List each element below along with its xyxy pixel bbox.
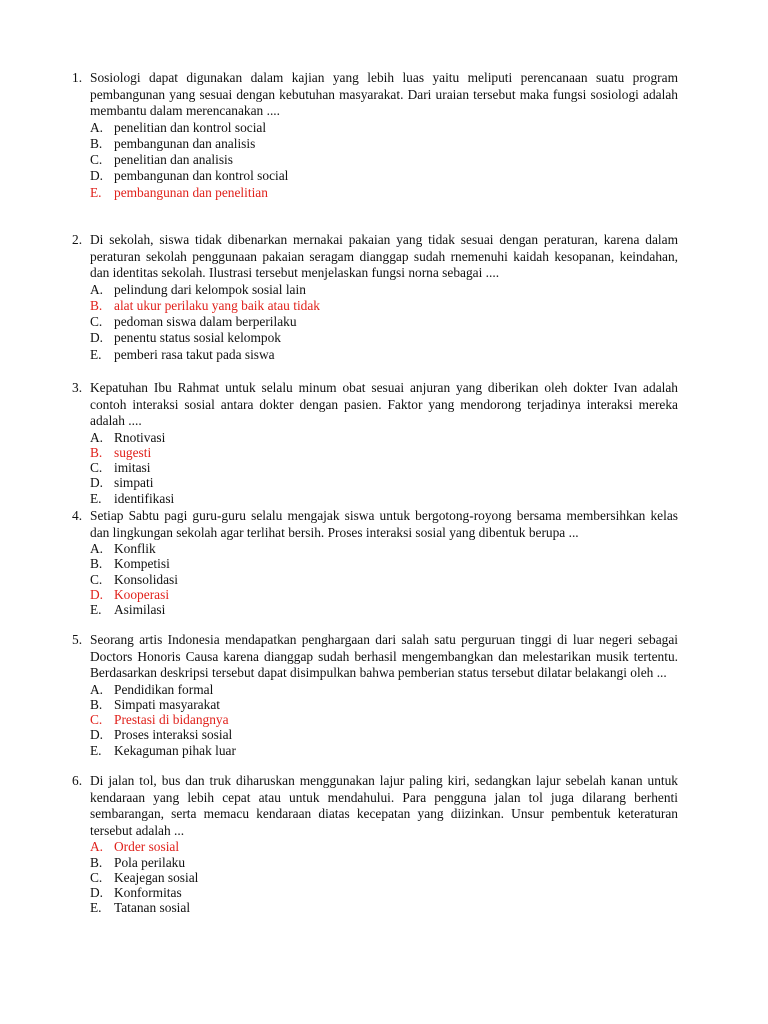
option-letter: B. [90, 556, 103, 572]
option-e[interactable] [90, 743, 678, 758]
option-e[interactable] [90, 602, 678, 617]
option-d[interactable] [90, 727, 678, 742]
option-c[interactable] [90, 460, 678, 475]
question-6 [72, 773, 678, 916]
option-letter: A. [90, 541, 104, 557]
option-b-correct-answer[interactable] [90, 445, 678, 460]
option-text: Asimilasi [114, 602, 166, 617]
option-letter: C. [90, 571, 103, 587]
question-number: 6. [72, 773, 83, 788]
option-c[interactable] [90, 314, 678, 330]
option-e-correct-answer[interactable] [90, 185, 678, 201]
option-letter: D. [90, 330, 104, 346]
option-letter: A. [90, 119, 104, 135]
option-list [90, 682, 678, 758]
option-a-correct-answer[interactable] [90, 839, 678, 854]
option-b[interactable] [90, 697, 678, 712]
option-letter: C. [90, 460, 103, 476]
question-stem: Di sekolah, siswa tidak dibenarkan mernakai pakaian yang tidak sesuai dengan peraturan, karena dalam peraturan sekolah penggunaan pakaian seragam dianggap sudah rnemenuhi kaidah kesopanan, keindahan, dan identitas sekolah. Ilustrasi tersebut menjelaskan fungsi norna sebagai .... [90, 232, 678, 281]
question-number: 1. [72, 70, 83, 85]
option-letter: D. [90, 168, 104, 184]
option-text: Tatanan sosial [114, 900, 191, 916]
option-b[interactable] [90, 556, 678, 571]
option-d[interactable] [90, 885, 678, 900]
option-a[interactable] [90, 430, 678, 445]
option-text: penelitian dan kontrol social [114, 119, 267, 135]
option-letter: A. [90, 681, 104, 697]
option-letter: B. [90, 854, 103, 870]
option-c[interactable] [90, 152, 678, 168]
question-stem: Setiap Sabtu pagi guru-guru selalu mengajak siswa untuk bergotong-royong bersama membersihkan kelas dan lingkungan sekolah agar terlihat bersih. Proses interaksi sosial yang dibentuk berupa ... [90, 508, 678, 540]
option-a[interactable] [90, 120, 678, 136]
option-text: penelitian dan analisis [114, 152, 233, 168]
option-d[interactable] [90, 330, 678, 346]
option-text: pemberi rasa takut pada siswa [114, 346, 275, 362]
option-text: Simpati masyarakat [114, 696, 220, 712]
option-text: Proses interaksi sosial [114, 727, 233, 743]
question-3 [72, 380, 678, 506]
option-letter: C. [90, 712, 103, 728]
question-number: 4. [72, 508, 83, 523]
option-letter: E. [90, 346, 102, 362]
option-text: pembangunan dan penelitian [114, 184, 268, 200]
option-letter: D. [90, 884, 104, 900]
option-text: Rnotivasi [114, 429, 166, 445]
option-letter: E. [90, 900, 102, 916]
option-text: alat ukur perilaku yang baik atau tidak [114, 297, 320, 313]
option-text: sugesti [114, 444, 152, 460]
option-c-correct-answer[interactable] [90, 712, 678, 727]
option-list [90, 430, 678, 506]
question-2 [72, 232, 678, 363]
option-text: Order sosial [114, 839, 180, 855]
question-number: 2. [72, 232, 83, 247]
option-b[interactable] [90, 855, 678, 870]
option-letter: A. [90, 839, 104, 855]
option-a[interactable] [90, 282, 678, 298]
option-letter: B. [90, 297, 103, 313]
option-letter: C. [90, 869, 103, 885]
option-text: pembangunan dan analisis [114, 135, 256, 151]
option-letter: B. [90, 135, 103, 151]
option-text: penentu status sosial kelompok [114, 330, 281, 346]
option-a[interactable] [90, 541, 678, 556]
question-4 [72, 508, 678, 617]
option-text: Pendidikan formal [114, 681, 214, 697]
option-b[interactable] [90, 136, 678, 152]
option-letter: E. [90, 490, 102, 506]
option-text: pembangunan dan kontrol social [114, 168, 289, 184]
question-number: 5. [72, 632, 83, 647]
option-letter: D. [90, 475, 104, 491]
option-e[interactable] [90, 347, 678, 363]
option-letter: E. [90, 602, 102, 617]
option-d-correct-answer[interactable] [90, 587, 678, 602]
question-number: 3. [72, 380, 83, 395]
option-text: Konflik [114, 541, 156, 557]
option-c[interactable] [90, 870, 678, 885]
option-letter: D. [90, 586, 104, 602]
option-letter: B. [90, 444, 103, 460]
option-d[interactable] [90, 475, 678, 490]
option-list [90, 282, 678, 363]
option-text: Kompetisi [114, 556, 170, 572]
option-letter: C. [90, 152, 103, 168]
option-text: Konsolidasi [114, 571, 178, 587]
option-text: Kooperasi [114, 586, 170, 602]
option-d[interactable] [90, 168, 678, 184]
option-b-correct-answer[interactable] [90, 298, 678, 314]
option-text: Prestasi di bidangnya [114, 712, 229, 728]
option-text: pedoman siswa dalam berperilaku [114, 314, 297, 330]
option-text: Kekaguman pihak luar [114, 742, 236, 758]
option-list [90, 839, 678, 915]
option-text: Konformitas [114, 884, 182, 900]
option-list [90, 541, 678, 617]
option-letter: D. [90, 727, 104, 743]
question-stem: Sosiologi dapat digunakan dalam kajian yang lebih luas yaitu meliputi perencanaan suatu program pembangunan yang sesuai dengan kebutuhan masyarakat. Dari uraian tersebut maka fungsi sosiologi adalah membantu dalam merencanakan .... [90, 70, 678, 119]
question-stem: Seorang artis Indonesia mendapatkan penghargaan dari salah satu perguruan tinggi di luar negeri sebagai Doctors Honoris Causa karena dianggap sudah berhasil mengembangkan dan melestarikan musik tertentu. Berdasarkan deskripsi tersebut dapat disimpulkan bahwa pemberian status tersebut dilatar belakangi oleh ... [90, 632, 678, 681]
option-text: identifikasi [114, 490, 175, 506]
option-c[interactable] [90, 572, 678, 587]
question-1 [72, 70, 678, 201]
question-stem: Kepatuhan Ibu Rahmat untuk selalu minum obat sesuai anjuran yang diberikan oleh dokter Ivan adalah contoh interaksi sosial antara dokter dengan pasien. Faktor yang mendorong terjadinya interaksi mereka adalah .... [90, 380, 678, 429]
option-list [90, 120, 678, 201]
option-text: pelindung dari kelompok sosial lain [114, 281, 306, 297]
option-text: Keajegan sosial [114, 869, 199, 885]
option-letter: E. [90, 184, 102, 200]
option-letter: C. [90, 314, 103, 330]
question-5 [72, 632, 678, 758]
option-letter: B. [90, 696, 103, 712]
option-text: Pola perilaku [114, 854, 186, 870]
question-stem: Di jalan tol, bus dan truk diharuskan menggunakan lajur paling kiri, sedangkan lajur sebelah kanan untuk kendaraan yang lebih cepat atau untuk mendahului. Para pengguna jalan tol juga dilarang berhenti sembarangan, serta memacu kendaraan diatas kecepatan yang diizinkan. Unsur pembentuk keteraturan tersebut adalah ... [90, 773, 678, 838]
option-e[interactable] [90, 491, 678, 506]
option-letter: A. [90, 429, 104, 445]
option-a[interactable] [90, 682, 678, 697]
option-text: imitasi [114, 460, 151, 476]
option-letter: A. [90, 281, 104, 297]
option-text: simpati [114, 475, 154, 491]
option-letter: E. [90, 742, 102, 758]
option-e[interactable] [90, 900, 678, 915]
